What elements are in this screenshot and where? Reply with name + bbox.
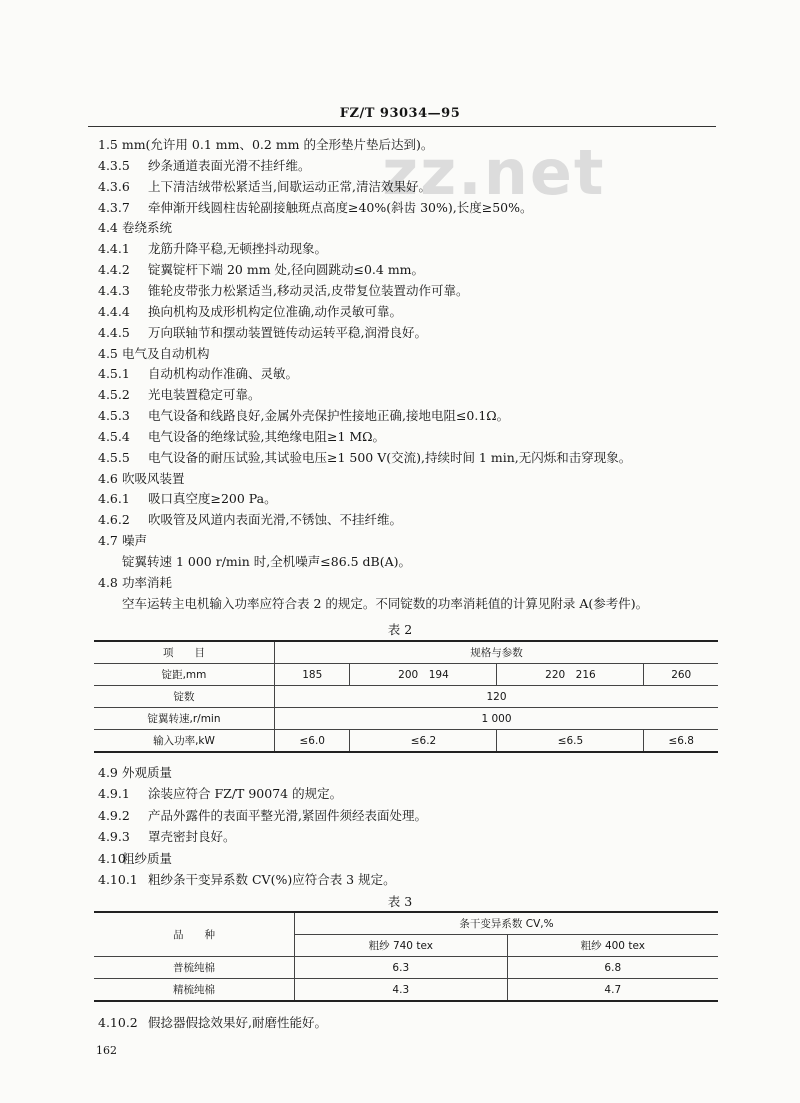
clause-text: 万向联轴节和摆动装置链传动运转平稳,润滑良好。 (148, 324, 427, 340)
clause-number: 4.4.3 (98, 282, 130, 298)
clause-number: 4.4.5 (98, 324, 130, 340)
document-header: FZ/T 93034—95 (339, 106, 461, 121)
clause-text: 功率消耗 (122, 574, 173, 590)
clause-line (98, 345, 210, 363)
table-cell: 200 194 (350, 664, 497, 686)
table-cell: 输入功率,kW (94, 730, 275, 753)
clause-line (98, 828, 236, 846)
clause-text: 罩壳密封良好。 (148, 829, 236, 845)
clause-line (98, 807, 427, 825)
clause-line (98, 764, 172, 782)
table-cell: 粗纱 400 tex (507, 935, 718, 957)
clause-text: 吹吸风装置 (122, 470, 185, 486)
clause-text: 自动机构动作准确、灵敏。 (148, 366, 299, 382)
clause-number: 4.5.2 (98, 387, 130, 403)
clause-number: 4.10.2 (98, 1015, 138, 1030)
clause-line (98, 785, 342, 803)
clause-line (98, 511, 402, 529)
clause-text: 换向机构及成形机构定位准确,动作灵敏可靠。 (148, 303, 402, 319)
table-row (94, 708, 718, 730)
clause-line (98, 407, 509, 425)
clause-number: 4.5.3 (98, 408, 130, 424)
clause-line (98, 240, 327, 258)
table2-header-spec: 规格与参数 (275, 641, 719, 664)
table3-header-variety: 品 种 (94, 912, 295, 957)
table-row (94, 641, 718, 664)
clause-number: 4.9.2 (98, 807, 130, 823)
clause-text: 1.5 mm(允许用 0.1 mm、0.2 mm 的全形垫片垫后达到)。 (98, 137, 434, 152)
table-cell: 锭距,mm (94, 664, 275, 686)
clause-text: 粗纱条干变异系数 CV(%)应符合表 3 规定。 (148, 872, 396, 887)
clause-number: 4.7 (98, 533, 118, 549)
clause-number: 4.6.1 (98, 491, 130, 507)
table-cell: 锭数 (94, 686, 275, 708)
clause-line (98, 219, 172, 237)
table-2 (94, 640, 718, 753)
clause-number: 4.5 (98, 345, 118, 361)
table-cell: 粗纱 740 tex (295, 935, 508, 957)
clause-text: 卷绕系统 (122, 220, 173, 236)
clause-text: 涂装应符合 FZ/T 90074 的规定。 (148, 786, 343, 802)
clause-number: 4.6.2 (98, 512, 130, 528)
table-cell: 锭翼转速,r/min (94, 708, 275, 730)
clause-line (98, 490, 277, 508)
clause-text: 电气及自动机构 (122, 345, 210, 361)
clause-number: 4.10.1 (98, 872, 138, 887)
clause-line (98, 303, 402, 321)
clause-line (98, 157, 311, 175)
clause-number: 4.3.5 (98, 157, 130, 173)
table2-caption: 表 2 (387, 622, 413, 637)
watermark: zz.net (382, 136, 606, 209)
clause-text: 粗纱质量 (122, 850, 173, 866)
clause-number: 4.10 (98, 850, 126, 866)
clause-text: 空车运转主电机输入功率应符合表 2 的规定。不同锭数的功率消耗值的计算见附录 A(参考件)。 (122, 595, 649, 611)
clause-line (122, 595, 648, 613)
clause-number: 4.4 (98, 220, 118, 236)
clause-number: 4.8 (98, 574, 118, 590)
clause-line (98, 532, 147, 550)
clause-text: 电气设备和线路良好,金属外壳保护性接地正确,接地电阻≤0.1Ω。 (148, 408, 510, 424)
clause-line (98, 574, 172, 592)
clause-line (98, 386, 261, 404)
table3-caption: 表 3 (387, 894, 413, 909)
table-cell: 220 216 (497, 664, 644, 686)
clause-line (98, 199, 533, 217)
clause-text: 锭翼转速 1 000 r/min 时,全机噪声≤86.5 dB(A)。 (122, 554, 412, 569)
table-cell: 6.3 (295, 957, 508, 979)
table-cell: ≤6.2 (350, 730, 497, 753)
clause-number: 4.3.7 (98, 199, 130, 215)
clause-text: 噪声 (122, 533, 148, 549)
clause-text: 产品外露件的表面平整光滑,紧固件须经表面处理。 (148, 807, 427, 823)
table-cell: 1 000 (275, 708, 719, 730)
table-cell: ≤6.8 (644, 730, 718, 753)
clause-number: 4.9.3 (98, 829, 130, 845)
table-cell: 6.8 (507, 957, 718, 979)
clause-text: 纱条通道表面光滑不挂纤维。 (148, 157, 311, 173)
table3-header-cv: 条干变异系数 CV,% (295, 912, 719, 935)
clause-text: 光电装置稳定可靠。 (148, 387, 261, 403)
table-cell: 120 (275, 686, 719, 708)
clause-text: 牵伸渐开线圆柱齿轮副接触斑点高度≥40%(斜齿 30%),长度≥50%。 (148, 199, 533, 215)
table2-header-item: 项 目 (94, 641, 275, 664)
table-cell: 4.3 (295, 979, 508, 1002)
table-row (94, 664, 718, 686)
table-row (94, 979, 718, 1002)
page-number: 162 (96, 1044, 117, 1057)
clause-line (98, 261, 424, 279)
clause-line (98, 871, 396, 889)
clause-text: 锥轮皮带张力松紧适当,移动灵活,皮带复位装置动作可靠。 (148, 282, 469, 298)
clause-number: 4.9.1 (98, 786, 130, 802)
table-row (94, 957, 718, 979)
clause-line (98, 365, 298, 383)
clause-number: 4.3.6 (98, 178, 130, 194)
table-3 (94, 911, 718, 1002)
clause-number: 4.5.1 (98, 366, 130, 382)
clause-number: 4.4.4 (98, 303, 130, 319)
clause-text: 锭翼锭杆下端 20 mm 处,径向圆跳动≤0.4 mm。 (148, 262, 425, 278)
table-cell: 普梳纯棉 (94, 957, 295, 979)
clause-line (98, 850, 172, 868)
table-cell: 4.7 (507, 979, 718, 1002)
table-cell: ≤6.5 (497, 730, 644, 753)
clause-line (98, 324, 427, 342)
clause-text: 吹吸管及风道内表面光滑,不锈蚀、不挂纤维。 (148, 512, 402, 528)
clause-line (98, 449, 631, 467)
clause-4-10-2 (98, 1014, 327, 1032)
clause-text: 吸口真空度≥200 Pa。 (148, 491, 277, 507)
clause-text: 电气设备的耐压试验,其试验电压≥1 500 V(交流),持续时间 1 min,无闪烁和击穿现象。 (148, 449, 632, 465)
clause-text: 外观质量 (122, 765, 173, 780)
table-cell: 185 (275, 664, 350, 686)
clause-number: 4.5.5 (98, 449, 130, 465)
clause-text: 假捻器假捻效果好,耐磨性能好。 (148, 1015, 327, 1030)
table-row (94, 686, 718, 708)
clause-line (98, 178, 431, 196)
clause-text: 龙筋升降平稳,无顿挫抖动现象。 (148, 241, 327, 257)
clause-number: 4.9 (98, 765, 118, 780)
table-row (94, 912, 718, 935)
table-cell: 精梳纯棉 (94, 979, 295, 1002)
clause-line (98, 428, 385, 446)
table-cell: ≤6.0 (275, 730, 350, 753)
clause-line (98, 470, 185, 488)
clause-number: 4.5.4 (98, 428, 130, 444)
clause-text: 电气设备的绝缘试验,其绝缘电阻≥1 MΩ。 (148, 428, 386, 444)
clause-line (98, 282, 468, 300)
clause-text: 上下清洁绒带松紧适当,间歇运动正常,清洁效果好。 (148, 178, 431, 194)
table-row (94, 730, 718, 753)
table-cell: 260 (644, 664, 718, 686)
clause-number: 4.4.2 (98, 262, 130, 278)
clause-line (98, 136, 433, 154)
clause-number: 4.6 (98, 470, 118, 486)
clause-number: 4.4.1 (98, 241, 130, 257)
header-rule (88, 126, 716, 127)
clause-line (122, 553, 411, 571)
